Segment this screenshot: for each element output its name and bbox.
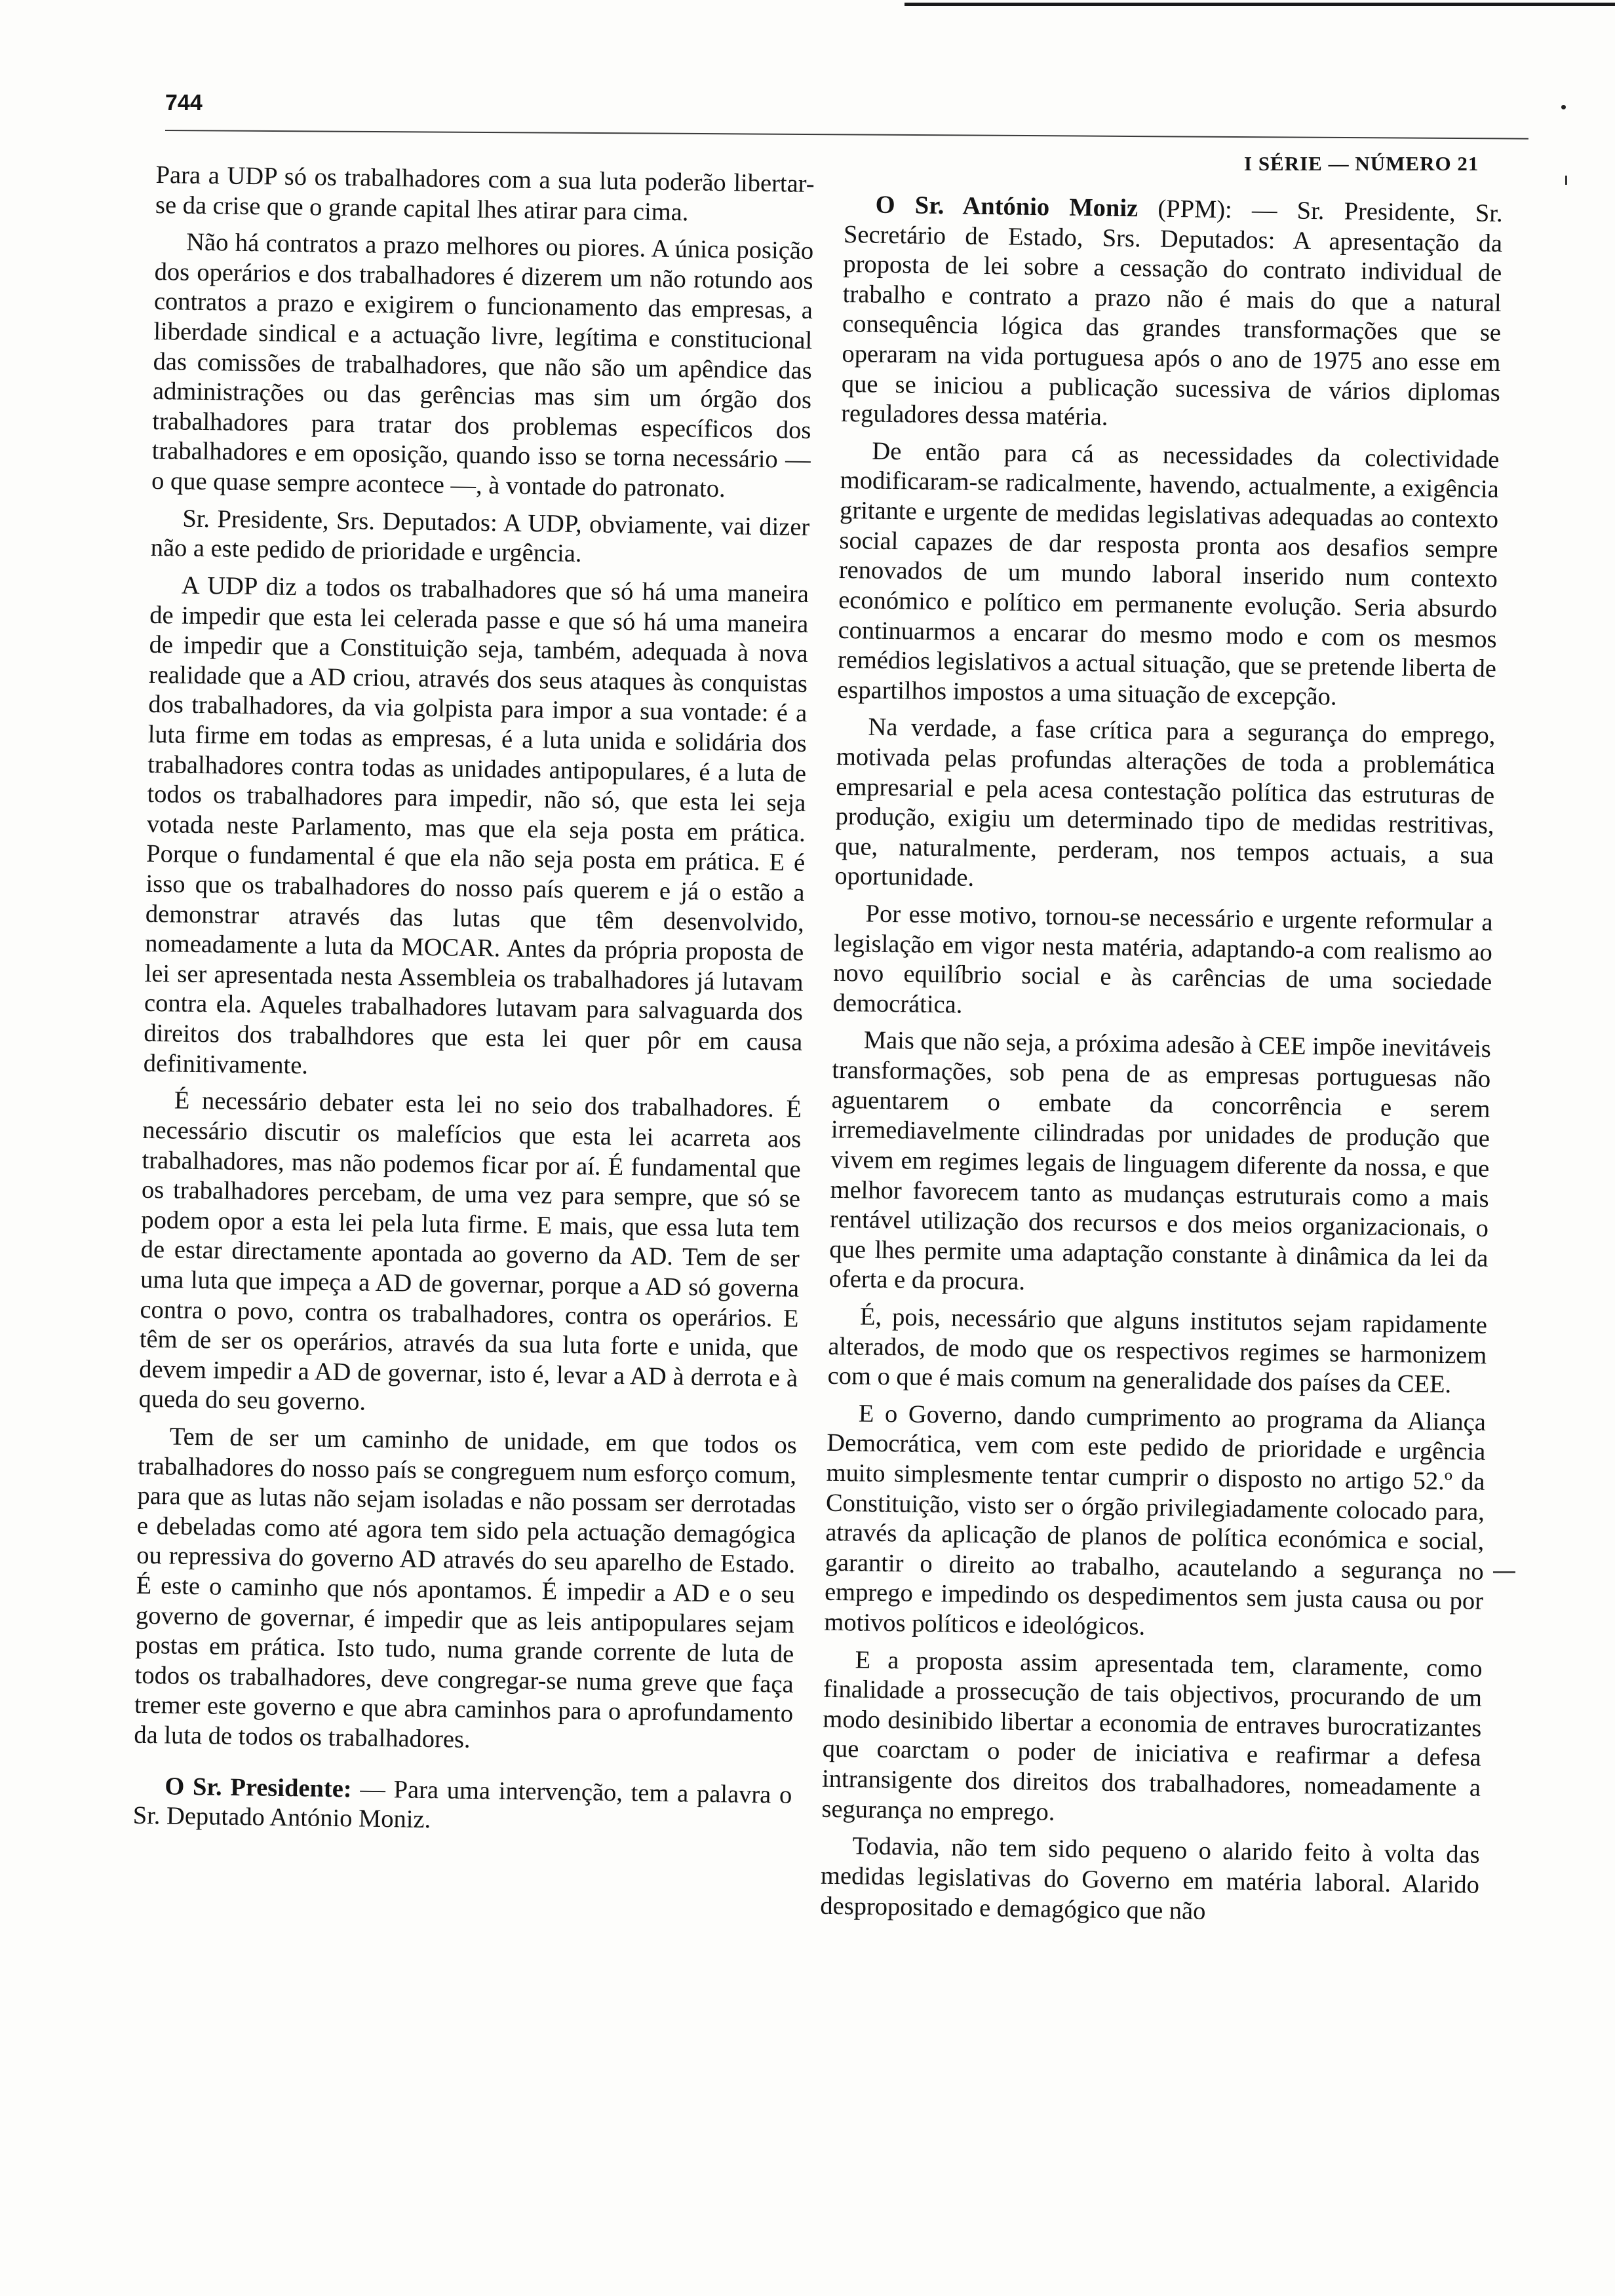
paragraph: Todavia, não tem sido pequeno o alarido feito à volta das medidas legislativas do Governo em matéria laboral. Alarido despropositado e demagógico que não xyxy=(820,1832,1480,1925)
paragraph: Por esse motivo, tornou-se necessário e urgente reformular a legislação em vigor nesta matéria, adaptando-a com realismo ao novo equilíbrio social e às carências de uma sociedade democrática. xyxy=(832,900,1493,1019)
paragraph: E a proposta assim apresentada tem, claramente, como finalidade a prossecução de tais objectivos, procurando de um modo desinibido libertar a economia de entraves burocratizantes que coarctam o poder de iniciativa e reafirmar a defesa intransigente dos direitos dos trabalhadores, nomeadamente a segurança no emprego. xyxy=(821,1646,1483,1826)
left-column xyxy=(132,161,815,1848)
margin-speck xyxy=(1561,105,1566,109)
speaker-paragraph: O Sr. António Moniz (PPM): — Sr. Presidente, Sr. Secretário de Estado, Srs. Deputados: A apresentação da proposta de lei sobre a cessação do contrato individual de trabalho e contrato a prazo não é mais do que a natural consequência lógica das grandes transformações que se operaram na vida portuguesa após o ano de 1975 ano esse em que se iniciou a publicação sucessiva de vários diplomas reguladores dessa matéria. xyxy=(840,191,1503,431)
paragraph: É, pois, necessário que alguns institutos sejam rapidamente alterados, de modo que os respectivos regimes se harmonizem com o que é mais comum na generalidade dos países da CEE. xyxy=(827,1303,1488,1399)
right-column xyxy=(820,190,1503,1938)
paragraph: E o Governo, dando cumprimento ao programa da Aliança Democrática, vem com este pedido de prioridade e urgência muito simplesmente tentar cumprir o disposto no artigo 52.º da Constituição, visto ser o órgão privilegiadamente colocado para, através da aplicação de planos de política económica e social, garantir o direito ao trabalho, acautelando a segurança no emprego e impedindo os despedimentos sem justa causa ou por motivos políticos e ideológicos. xyxy=(824,1400,1487,1641)
margin-dash xyxy=(1493,1571,1515,1573)
paragraph: É necessário debater esta lei no seio dos trabalhadores. É necessário discutir os malefícios que esta lei acarreta aos trabalhadores, mas não podemos ficar por aí. É fundamental que os trabalhadores percebam, de uma vez para sempre, que só se podem opor a esta lei pela luta firme. E mais, que essa luta tem de estar directamente apontada ao governo da AD. Tem de ser uma luta que impeça a AD de governar, porque a AD só governa contra o povo, contra os trabalhadores, contra os operários. E têm de ser os operários, através da sua luta forte e unida, que devem impedir a AD de governar, isto é, levar a AD à derrota e à queda do seu governo. xyxy=(138,1086,802,1417)
margin-mark xyxy=(1565,176,1567,185)
page-number: 744 xyxy=(165,90,203,115)
speaker-name: O Sr. Presidente: xyxy=(165,1772,352,1803)
paragraph: Tem de ser um caminho de unidade, em que todos os trabalhadores do nosso país se congreguem num esforço comum, para que as lutas não sejam isoladas e não possam ser derrotadas e debeladas como até agora tem sido pela actuação demagógica ou repressiva do governo AD através do seu aparelho de Estado. É este o caminho que nós apontamos. É impedir a AD e o seu governo de governar, é impedir que as leis antipopulares sejam postas em prática. Isto tudo, numa grande corrente de luta de todos os trabalhadores, deve congregar-se numa greve que faça tremer este governo e que abra caminhos para o aprofundamento da luta de todos os trabalhadores. xyxy=(134,1423,798,1754)
paragraph: Mais que não seja, a próxima adesão à CEE impõe inevitáveis transformações, sob pena de as empresas portuguesas não aguentarem o embate da concorrência e serem irremediavelmente cilindradas por unidades de produção que vivem em regimes legais de linguagem diferente da nossa, e que melhor favorecem tanto as mudanças estruturais como a mais rentável utilização dos recursos e dos meios organizacionais, o que lhes permite uma adaptação constante à dinâmica da lei da oferta e da procura. xyxy=(828,1026,1492,1296)
paragraph: A UDP diz a todos os trabalhadores que só há uma maneira de impedir que esta lei celerada passe e que só há uma maneira de impedir que a Constituição seja, também, adequada à nova realidade que a AD criou, através dos seus ataques às conquistas dos trabalhadores, da via golpista para impor a sua vontade: é a luta firme em todas as empresas, é a luta unida e solidária dos trabalhadores contra todas as unidades antipopulares, é a luta de todos os trabalhadores para impedir, não só, que esta lei seja votada neste Parlamento, mas que ela seja posta em prática. Porque o fundamental é que ela não seja posta em prática. E é isso que os trabalhadores do nosso país querem e já o estão a demonstrar através das lutas que têm desenvolvido, nomeadamente a luta da MOCAR. Antes da própria proposta de lei ser apresentada nesta Assembleia os trabalhadores já lutavam contra ela. Aqueles trabalhadores lutavam para salvaguarda dos direitos dos trabalhdores que esta lei quer pôr em causa definitivamente. xyxy=(143,571,809,1080)
header-rule xyxy=(165,130,1528,140)
paragraph: De então para cá as necessidades da colectividade modificaram-se radicalmente, havendo, actualmente, a exigência gritante e urgente de medidas legislativas adequadas ao contexto social capazes de dar resposta pronta aos desafios sempre renovados de um mundo laboral inserido num contexto económico e político em permanente evolução. Seria absurdo continuarmos a encarar do mesmo modo e com os mesmos remédios legislativos a actual situação, que se pretende liberta de espartilhos impostos a uma situação de excepção. xyxy=(837,437,1500,711)
paragraph: Não há contratos a prazo melhores ou piores. A única posição dos operários e dos trabalhadores é dizerem um não rotundo aos contratos a prazo e exigirem o funcionamento das empresas, a liberdade sindical e a actuação livre, legítima e constitucional das comissões de trabalhadores, que não são um apêndice das administrações ou das gerências mas sim um órgão dos trabalhadores para tratar dos problemas específicos dos trabalhadores e em oposição, quando isso se torna necessário — o que quase sempre acontece —, à vontade do patronato. xyxy=(151,228,814,503)
speaker-paragraph: O Sr. Presidente: — Para uma intervenção, tem a palavra o Sr. Deputado António Moniz. xyxy=(132,1772,792,1834)
top-edge-rule xyxy=(905,0,1615,9)
paragraph: Na verdade, a fase crítica para a segurança do emprego, motivada pelas profundas alterações de toda a problemática empresarial e pela acesa contestação política das estruturas de produção, exigiu um determinado tipo de medidas restritivas, que, naturalmente, perderam, nos tempos actuais, a sua oportunidade. xyxy=(834,713,1496,892)
paragraph: Para a UDP só os trabalhadores com a sua luta poderão libertar-se da crise que o grande capital lhes atirar para cima. xyxy=(155,161,815,226)
paragraph: Sr. Presidente, Srs. Deputados: A UDP, obviamente, vai dizer não a este pedido de prioridade e urgência. xyxy=(150,505,810,568)
series-label: I SÉRIE — NÚMERO 21 xyxy=(1244,152,1479,175)
speaker-name: O Sr. António Moniz xyxy=(875,191,1138,223)
